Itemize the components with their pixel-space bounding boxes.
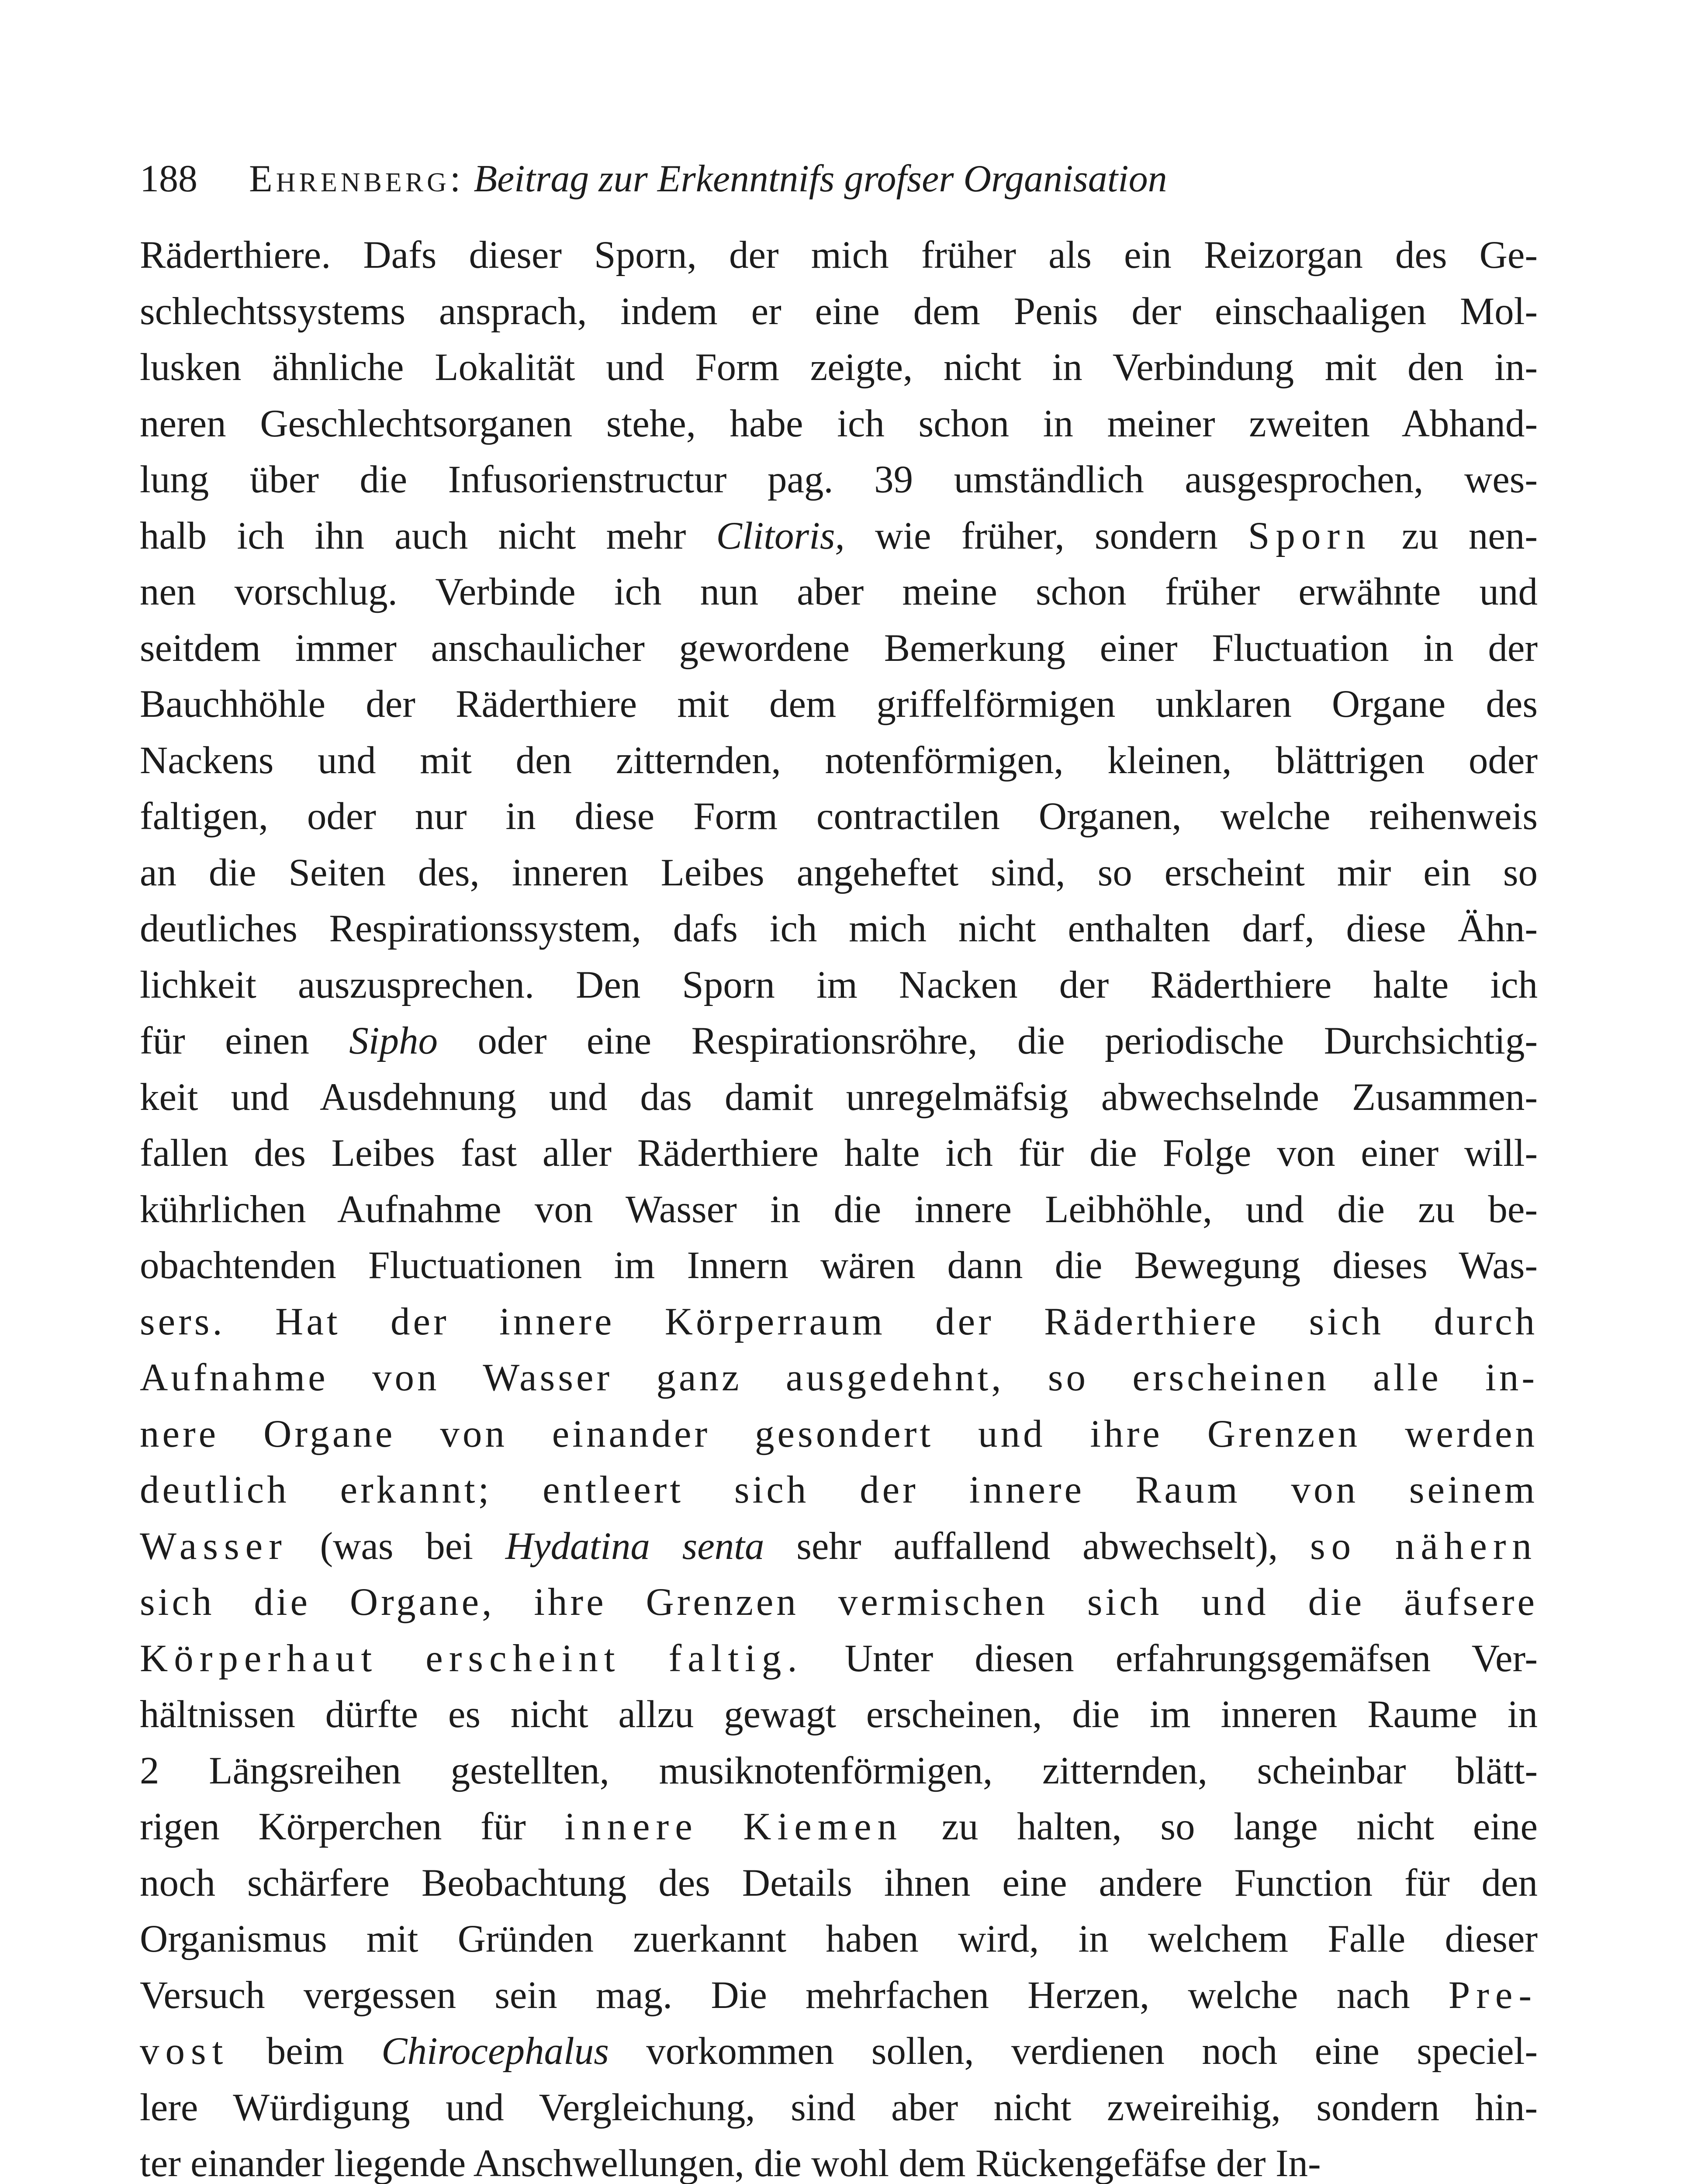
text-line — [140, 1125, 1538, 1182]
text-segment: lusken ähnliche Lokalität und Form zeigte, nicht in Verbindung mit den in- — [140, 346, 1538, 389]
spaced-emphasis: Pre- — [1448, 1973, 1538, 2017]
text-line — [140, 1518, 1538, 1575]
text-line — [140, 1799, 1538, 1855]
text-segment: halb ich ihn auch nicht mehr — [140, 514, 716, 557]
italic-term: Clitoris, — [716, 514, 845, 557]
text-segment: Nackens und mit den zitternden, notenförmigen, kleinen, blättrigen oder — [140, 739, 1538, 782]
text-line — [140, 2136, 1538, 2184]
text-line — [140, 733, 1538, 789]
text-line — [140, 620, 1538, 677]
text-segment: lung über die Infusorienstructur pag. 39 umständlich ausgesprochen, wes- — [140, 458, 1538, 501]
text-segment: sers. Hat der innere Körperraum der Räderthiere sich durch — [140, 1300, 1538, 1343]
text-segment: noch schärfere Beobachtung des Details ihnen eine andere Function für den — [140, 1861, 1538, 1904]
text-line — [140, 1069, 1538, 1126]
text-segment: Versuch vergessen sein mag. Die mehrfachen Herzen, welche nach — [140, 1973, 1449, 2017]
text-segment: rigen Körperchen für — [140, 1805, 565, 1848]
text-segment: sich die Organe, ihre Grenzen vermischen sich und die äufsere — [140, 1581, 1538, 1624]
running-title: Beitrag zur Erkenntnifs grofser Organisation — [474, 158, 1167, 200]
text-segment: seitdem immer anschaulicher gewordene Bemerkung einer Fluctuation in der — [140, 626, 1538, 670]
text-segment: keit und Ausdehnung und das damit unregelmäfsig abwechselnde Zusammen- — [140, 1075, 1538, 1119]
text-line — [140, 1462, 1538, 1518]
text-line — [140, 1631, 1538, 1687]
text-line — [140, 788, 1538, 845]
text-segment: nen vorschlug. Verbinde ich nun aber meine schon früher erwähnte und — [140, 570, 1538, 613]
spaced-emphasis: Körperhaut erscheint faltig. — [140, 1637, 803, 1680]
text-line — [140, 901, 1538, 957]
text-segment: hältnissen dürfte es nicht allzu gewagt erscheinen, die im inneren Raume in — [140, 1693, 1538, 1736]
body-text — [140, 227, 1538, 2184]
spaced-emphasis: vost — [140, 2030, 229, 2073]
text-segment: vorkommen sollen, verdienen noch eine speciel- — [609, 2030, 1538, 2073]
text-line — [140, 1294, 1538, 1350]
text-segment: faltigen, oder nur in diese Form contractilen Organen, welche reihenweis — [140, 795, 1538, 838]
text-line — [140, 2023, 1538, 2080]
text-line — [140, 1182, 1538, 1238]
text-segment: deutliches Respirationssystem, dafs ich mich nicht enthalten darf, diese Ähn- — [140, 907, 1538, 950]
text-segment: zu halten, so lange nicht eine — [903, 1805, 1538, 1848]
spaced-emphasis: Sporn — [1248, 514, 1372, 557]
text-segment: kührlichen Aufnahme von Wasser in die innere Leibhöhle, und die zu be- — [140, 1188, 1538, 1231]
text-line — [140, 452, 1538, 508]
text-segment: lichkeit auszusprechen. Den Sporn im Nacken der Räderthiere halte ich — [140, 963, 1538, 1006]
spaced-emphasis: innere Kiemen — [564, 1805, 903, 1848]
text-segment: wie früher, sondern — [844, 514, 1248, 557]
text-segment: 2 Längsreihen gestellten, musiknotenförmigen, zitternden, scheinbar blätt- — [140, 1749, 1538, 1792]
text-segment: fallen des Leibes fast aller Räderthiere halte ich für die Folge von einer will- — [140, 1132, 1538, 1175]
text-line — [140, 1406, 1538, 1462]
running-header — [140, 153, 1560, 205]
text-line — [140, 564, 1538, 620]
text-segment: Räderthiere. Dafs dieser Sporn, der mich früher als ein Reizorgan des Ge- — [140, 234, 1538, 276]
text-segment: an die Seiten des, inneren Leibes angeheftet sind, so erscheint mir ein so — [140, 851, 1538, 894]
text-segment: Organismus mit Gründen zuerkannt haben wird, in welchem Falle dieser — [140, 1918, 1538, 1960]
author-name: Ehrenberg: — [249, 158, 464, 200]
text-segment: für einen — [140, 1019, 349, 1062]
text-line — [140, 1743, 1538, 1799]
page-number: 188 — [140, 158, 197, 200]
text-line — [140, 1911, 1538, 1967]
text-line — [140, 1350, 1538, 1406]
text-line — [140, 339, 1538, 396]
text-line — [140, 676, 1538, 733]
text-line — [140, 1237, 1538, 1294]
text-segment: nere Organe von einander gesondert und ihre Grenzen werden — [140, 1412, 1538, 1455]
text-segment: sehr auffallend abwechselt), — [764, 1524, 1311, 1568]
text-segment: lere Würdigung und Vergleichung, sind aber nicht zweireihig, sondern hin- — [140, 2086, 1538, 2129]
text-segment: beim — [229, 2030, 382, 2073]
text-line — [140, 227, 1538, 283]
text-segment: Bauchhöhle der Räderthiere mit dem griffelförmigen unklaren Organe des — [140, 683, 1538, 726]
italic-term: Chirocephalus — [381, 2030, 609, 2073]
text-line — [140, 1574, 1538, 1631]
text-segment: schlechtssystems ansprach, indem er eine dem Penis der einschaaligen Mol- — [140, 290, 1538, 333]
text-line — [140, 1967, 1538, 2024]
text-line — [140, 1013, 1538, 1069]
text-line — [140, 957, 1538, 1013]
text-segment: ter einander liegende Anschwellungen, die wohl dem Rückengefäfse der In- — [140, 2142, 1321, 2184]
text-segment: Unter diesen erfahrungsgemäfsen Ver- — [803, 1637, 1538, 1680]
text-line — [140, 508, 1538, 564]
text-segment: obachtenden Fluctuationen im Innern wären dann die Bewegung dieses Was- — [140, 1244, 1538, 1287]
text-line — [140, 396, 1538, 452]
spaced-emphasis: so nähern — [1310, 1524, 1538, 1568]
text-line — [140, 1686, 1538, 1743]
text-line — [140, 283, 1538, 340]
text-line — [140, 845, 1538, 901]
text-segment: Aufnahme von Wasser ganz ausgedehnt, so erscheinen alle in- — [140, 1356, 1538, 1399]
text-segment: deutlich erkannt; entleert sich der innere Raum von seinem — [140, 1469, 1538, 1511]
text-segment: zu nen- — [1371, 514, 1538, 557]
text-segment: oder eine Respirationsröhre, die periodische Durchsichtig- — [438, 1019, 1538, 1062]
text-line — [140, 1855, 1538, 1911]
spaced-emphasis: Wasser — [140, 1524, 288, 1568]
text-line — [140, 2080, 1538, 2136]
italic-term: Sipho — [349, 1019, 438, 1062]
text-segment: neren Geschlechtsorganen stehe, habe ich schon in meiner zweiten Abhand- — [140, 402, 1538, 445]
text-segment: (was bei — [287, 1524, 505, 1568]
italic-term: Hydatina senta — [505, 1524, 764, 1568]
